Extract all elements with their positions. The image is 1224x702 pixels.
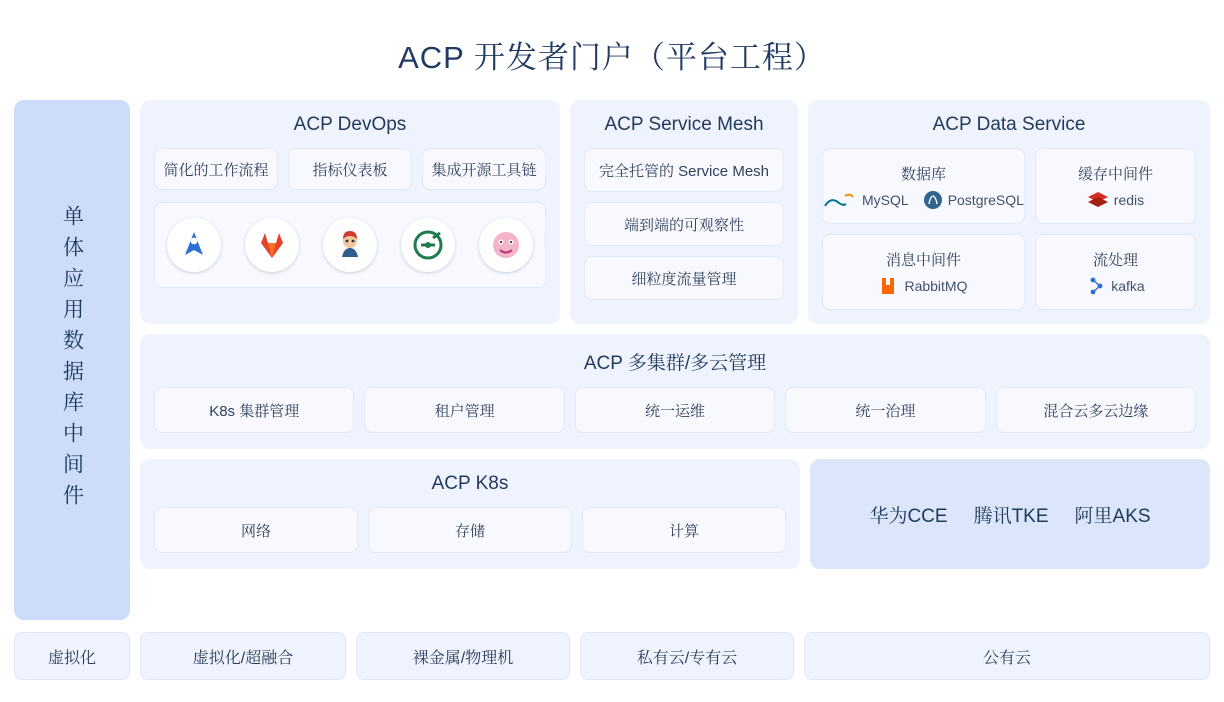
cloud-provider-alibaba[interactable]: 阿里AKS [1074,505,1151,527]
mesh-feature-list [570,148,798,314]
kafka-icon [1086,276,1144,296]
rabbitmq-label: RabbitMQ [904,277,968,294]
mysql-label: MySQL [862,191,909,208]
data-service-cell-database[interactable] [822,148,1025,224]
k8s-chip[interactable]: 网络 [154,507,358,553]
panel-title-data-service: ACP Data Service [932,114,1086,135]
panel-title-multicluster: ACP 多集群/多云管理 [583,353,767,374]
data-service-cell-cache[interactable] [1035,148,1196,224]
panel-public-cloud-k8s [810,459,1210,569]
cell-label: 数据库 [900,165,946,183]
panel-acp-data-service [808,100,1210,324]
infrastructure-base-row [14,632,1210,680]
base-chip-private-cloud[interactable]: 私有云/专有云 [580,632,794,680]
cell-brands [879,276,967,296]
cell-label: 缓存中间件 [1077,165,1153,183]
cell-label: 消息中间件 [885,251,961,269]
mysql-icon [823,190,909,210]
main-columns [140,100,1210,620]
base-chip-baremetal[interactable]: 裸金属/物理机 [356,632,570,680]
mesh-chip[interactable]: 完全托管的 Service Mesh [584,148,784,192]
argo-cd-icon [167,218,221,272]
panel-acp-k8s [140,459,800,569]
gitlab-icon [245,218,299,272]
mesh-chip[interactable]: 细粒度流量管理 [584,256,784,300]
jenkins-icon [323,218,377,272]
tekton-icon [401,218,455,272]
cell-label: 流处理 [1092,251,1138,269]
multicluster-chip[interactable]: 租户管理 [364,387,564,433]
architecture-board [14,100,1210,620]
infrastructure-row [140,459,1210,569]
multicluster-chip[interactable]: 统一运维 [575,387,775,433]
panel-title-k8s: ACP K8s [431,473,509,494]
panel-multicluster [140,334,1210,449]
devops-chip[interactable]: 指标仪表板 [288,148,412,190]
top-row [140,100,1210,324]
redis-label: redis [1113,191,1145,208]
k8s-chips [140,507,800,569]
gitlab-runner-icon [479,218,533,272]
redis-icon [1087,190,1144,210]
base-chip-hyperconverged[interactable]: 虚拟化/超融合 [140,632,346,680]
base-chip-virtualization[interactable]: 虚拟化 [14,632,130,680]
page-title: ACP 开发者门户（平台工程） [398,40,826,75]
cloud-provider-huawei[interactable]: 华为CCE [869,505,948,527]
panel-title-service-mesh: ACP Service Mesh [604,114,764,135]
devops-chip[interactable]: 简化的工作流程 [154,148,278,190]
devops-toolchain-logos [154,202,546,288]
multicluster-chip[interactable]: 混合云多云边缘 [996,387,1196,433]
panel-acp-service-mesh [570,100,798,324]
legacy-stack-bar [14,100,130,620]
base-chip-public-cloud[interactable]: 公有云 [804,632,1210,680]
k8s-chip[interactable]: 存储 [368,507,572,553]
devops-chip[interactable]: 集成开源工具链 [422,148,546,190]
legacy-stack-label: 单体应用数据库中间件 [60,205,84,515]
panel-acp-devops [140,100,560,324]
data-service-grid [808,148,1210,324]
multicluster-chip[interactable]: 统一治理 [785,387,985,433]
cell-brands [1086,276,1144,296]
devops-feature-chips [140,148,560,190]
postgresql-icon [923,190,1024,210]
mesh-chip[interactable]: 端到端的可观察性 [584,202,784,246]
cloud-provider-tencent[interactable]: 腾讯TKE [973,505,1049,527]
panel-title-devops: ACP DevOps [293,114,407,135]
k8s-chip[interactable]: 计算 [582,507,786,553]
rabbitmq-icon [879,276,967,296]
cell-brands [1087,190,1144,210]
cell-brands [823,190,1024,210]
multicluster-chip[interactable]: K8s 集群管理 [154,387,354,433]
multicluster-chips [140,387,1210,449]
data-service-cell-mq[interactable] [822,234,1025,310]
data-service-cell-stream[interactable] [1035,234,1196,310]
kafka-label: kafka [1111,277,1145,294]
postgresql-label: PostgreSQL [947,191,1024,208]
